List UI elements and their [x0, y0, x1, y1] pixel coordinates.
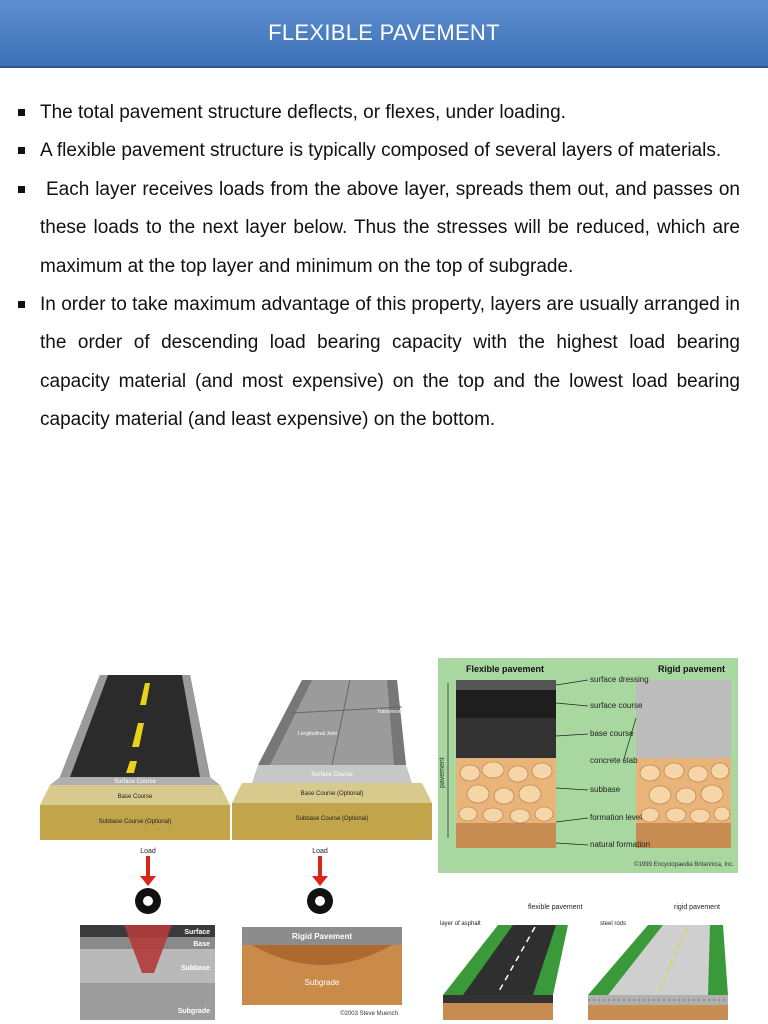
flexible-pavement-label: flexible pavement — [528, 904, 583, 911]
bullet-item — [18, 94, 740, 132]
rigid-pavement-label: rigid pavement — [674, 904, 720, 911]
subgrade-label: Subgrade — [304, 978, 340, 987]
load-label: Load — [140, 848, 156, 855]
muench-credit: ©2003 Steve Muench — [340, 1011, 398, 1017]
subbase-course-label: Subbase Course (Optional) — [295, 816, 369, 822]
bullet-list — [18, 94, 746, 440]
base-course-label: Base Course (Optional) — [300, 791, 364, 797]
rigid-heading: Rigid pavement — [658, 664, 726, 674]
rigid-cross-section-figure — [232, 665, 432, 840]
subgrade-label: Subgrade — [177, 1008, 210, 1015]
bullet-square-icon — [18, 186, 25, 193]
natural-formation-label: natural formation — [590, 840, 651, 849]
bullet-square-icon — [18, 109, 25, 116]
longitudinal-joint-label: Longitudinal Joint — [298, 731, 337, 737]
concrete-slab-label: concrete slab — [590, 756, 638, 765]
base-course-label: base course — [590, 729, 634, 738]
base-label: Base — [193, 941, 210, 948]
bullet-text: The total pavement structure deflects, or flexes, under loading. — [40, 102, 566, 123]
bullet-item — [18, 171, 746, 286]
rigid-pavement-label: Rigid Pavement — [291, 932, 353, 941]
bullet-square-icon — [18, 147, 25, 154]
subbase-label: subbase — [590, 785, 621, 794]
bullet-text: In order to take maximum advantage of this property, layers are usually arranged in the order of descending load bearing capacity with the highest load bearing capacity material (and most expensive) on the top and the lowest load bearing capacity material (and least expensive) on the bottom. — [40, 294, 740, 431]
surface-course-label: surface course — [590, 701, 643, 710]
surface-course-label: Surface Course — [114, 779, 156, 785]
surface-label: Surface — [184, 929, 210, 936]
transverse-joint-label: Transverse Joint — [377, 709, 414, 715]
pavement-side-label: pavement — [439, 757, 446, 788]
pavement-comparison-figure — [438, 658, 738, 873]
bullet-item — [18, 132, 740, 170]
flexible-load-figure — [80, 845, 215, 1020]
bullet-text: Each layer receives loads from the above layer, spreads them out, and passes on these loads to the next layer below. Thus the stresses will be reduced, which are maximum at the top layer and minimum on the top of subgrade. — [40, 178, 746, 277]
formation-level-label: formation level — [590, 813, 643, 822]
subbase-course-label: Subbase Course (Optional) — [98, 819, 172, 825]
rigid-load-figure — [242, 845, 402, 1020]
britannica-credit: ©1999 Encyclopaedia Britannica, Inc. — [634, 862, 734, 868]
base-course-label: Base Course — [117, 794, 153, 800]
subbase-label: Subbase — [180, 965, 210, 972]
bullet-item — [18, 286, 740, 440]
flexible-cross-section-figure — [40, 665, 230, 840]
slide-title: FLEXIBLE PAVEMENT — [268, 20, 500, 45]
load-label: Load — [312, 848, 328, 855]
flexible-heading: Flexible pavement — [466, 664, 545, 674]
bullet-text: A flexible pavement structure is typically composed of several layers of materials. — [40, 140, 722, 162]
asphalt-label: layer of asphalt — [440, 921, 481, 927]
surface-dressing-label: surface dressing — [590, 675, 649, 684]
bullet-square-icon — [18, 301, 25, 308]
title-bar — [0, 0, 768, 68]
steel-rods-label: steel rods — [600, 921, 627, 927]
road-comparison-figure — [438, 895, 738, 1020]
surface-course-label: Surface Course — [311, 772, 353, 778]
